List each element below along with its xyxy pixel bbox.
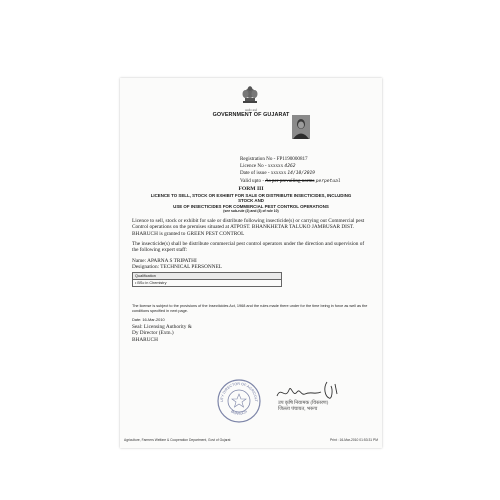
licence-number-label: Licence No - xxxxxx: [240, 162, 284, 169]
issue-date-row: [240, 170, 341, 178]
qualification-table: [132, 272, 282, 287]
valid-upto-row: [240, 178, 341, 186]
registration-number: Registration No - FP1190000817: [240, 156, 308, 162]
holder-photo: [292, 115, 310, 139]
footer-department: Agriculture, Farmers Welfare & Cooperation Department, Govt of Gujarat: [124, 438, 231, 442]
footer-print-time: Print : 16-Mar-2010 01:53:31 PM: [329, 438, 378, 442]
official-seal-stamp: [216, 378, 262, 424]
seal-authority-block: [132, 324, 192, 343]
qualification-row: • BSc in Chemistry: [132, 280, 282, 287]
terms-paragraph: The license is subject to the provisions of the Insecticides Act, 1968 and the rules made there under for the time being in force as well as the conditions specified in next page.: [132, 304, 368, 313]
form-heading-line4: (see sub-rule (2) and (3) of rule 10): [223, 208, 279, 213]
stamp-outer-text: UTY DIRECTOR OF AGRICULT: [219, 381, 259, 403]
expert-staff-block: [132, 258, 222, 271]
form-heading-line1: LICENCE TO SELL, STOCK OR EXHIBIT FOR SALE OR DISTRIBUTE INSECTICIDES, INCLUDING: [150, 193, 352, 198]
licence-document: [120, 78, 382, 448]
form-number: FORM III: [238, 186, 264, 192]
emblem-caption: सत्यमेव जयते: [244, 109, 258, 112]
form-heading-line2: STOCK AND: [238, 198, 264, 204]
valid-upto-struck-text: As per prevailing norms: [265, 178, 315, 185]
issue-date-value: 14/10/2019: [287, 171, 316, 177]
qualification-item: BSc in Chemistry: [137, 281, 167, 285]
valid-upto-value: perpetual: [315, 179, 341, 185]
qualification-header: Qualification: [132, 272, 282, 280]
form-heading: [132, 193, 370, 214]
seal-line-3: BHARUCH: [132, 336, 158, 343]
signatory-line-1: उप कृषि नियामक (विस्तरण): [278, 401, 329, 406]
issue-date-line: Date: 16-Mar-2010: [132, 317, 165, 322]
seal-line-2: Dy Director (Extn.): [132, 330, 174, 337]
licence-number-value: 4262: [284, 163, 296, 169]
form-heading-line3: USE OF INSECTICIDES FOR COMMERCIAL PEST CONTROL OPERATIONS: [173, 203, 329, 209]
document-footer: [124, 438, 378, 442]
expert-designation: Designation: TECHNICAL PERSONNEL: [132, 264, 223, 271]
stamp-bottom-text: BHARUCH: [230, 409, 248, 416]
supervision-paragraph: The insecticide(s) shall be distribute commercial pest control operators under the direction and supervision of the following expert staff:: [132, 241, 365, 254]
expert-name: Name: APARNA S TRIPATHI: [132, 258, 197, 264]
government-title: GOVERNMENT OF GUJARAT: [212, 112, 290, 118]
svg-text:BHARUCH: [230, 409, 248, 416]
registration-block: [240, 156, 341, 186]
signatory-line-2: जिल्ला पंचायत, भरूच: [278, 407, 318, 412]
signatory-designation: [278, 401, 328, 413]
seal-line-1: Seal: Licensing Authority &: [132, 324, 192, 330]
licence-grant-paragraph: Licence to sell, stock or exhibit for sale or distribute following insecticide(s) or carrying out Commercial pest Control operations on the premises situated at ATPOST. BHANKHETAR TALUKO JAMBUSAR DIST. BHARUCH is granted to GREEN PEST CONTROL: [132, 218, 365, 237]
ashoka-emblem-icon: [239, 85, 261, 109]
valid-upto-label: Valid upto -: [240, 178, 265, 185]
issue-date-label: Date of issue - xxxxxx: [240, 170, 287, 177]
